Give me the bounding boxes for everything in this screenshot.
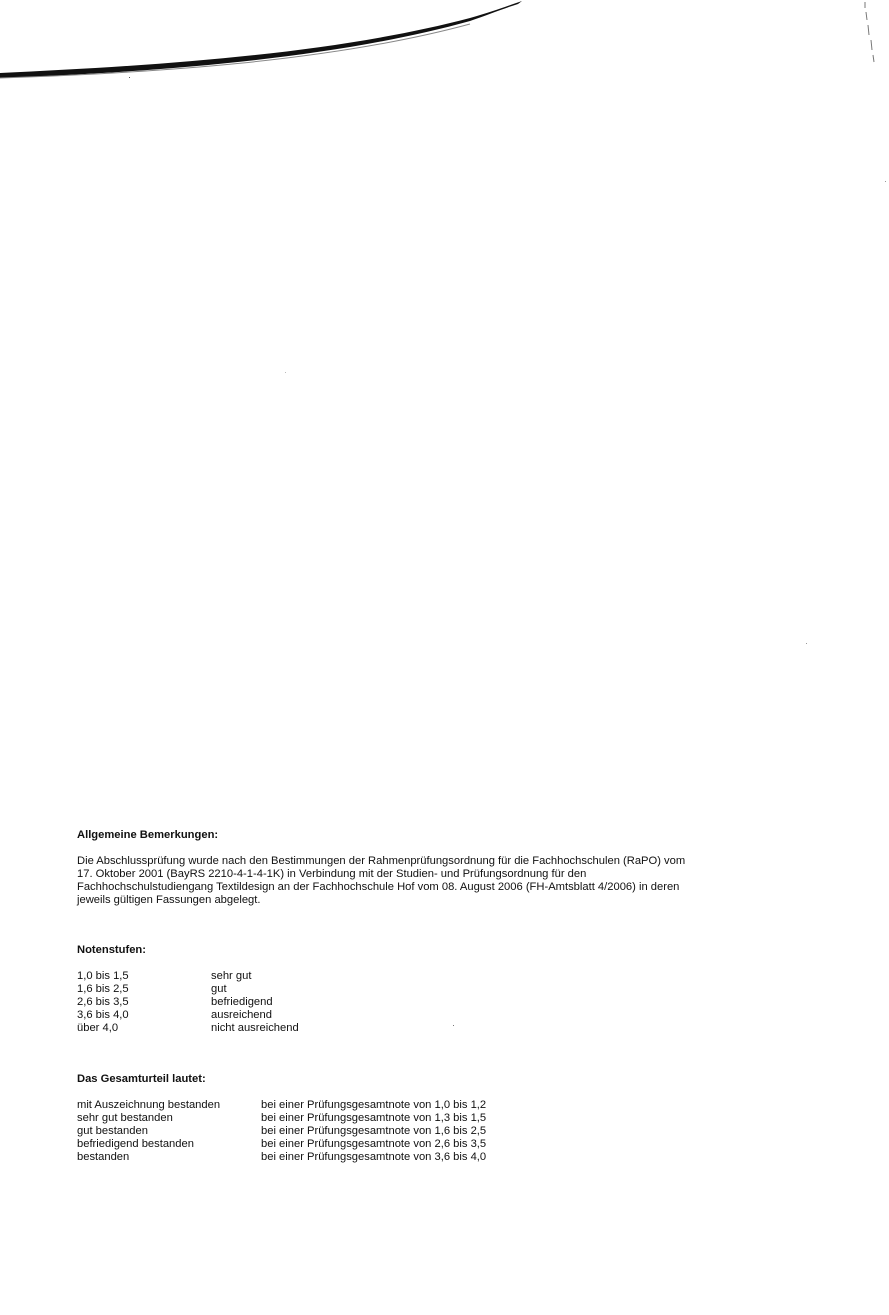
verdict-condition: bei einer Prüfungsgesamtnote von 1,0 bis 1,2 [261,1099,487,1111]
grade-label: nicht ausreichend [211,1022,299,1034]
grade-label: ausreichend [211,1009,272,1021]
grade-scale-heading: Notenstufen: [77,944,146,956]
grade-range: 1,6 bis 2,5 [77,983,129,995]
verdict-row [77,1151,765,1164]
grade-range: 2,6 bis 3,5 [77,996,129,1008]
grade-label: befriedigend [211,996,273,1008]
grade-row [77,983,765,996]
grade-row [77,1022,765,1035]
grade-label: gut [211,983,227,995]
overall-verdict-section [77,1073,765,1164]
scan-speck [285,372,286,373]
grade-label: sehr gut [211,970,252,982]
remarks-line: Die Abschlussprüfung wurde nach den Bestimmungen der Rahmenprüfungsordnung für die Fachhochschulen (RaPO) vom [77,855,686,867]
verdict-label: mit Auszeichnung bestanden [77,1099,221,1111]
verdict-row [77,1138,765,1151]
grade-row [77,970,765,983]
verdict-condition: bei einer Prüfungsgesamtnote von 1,6 bis 2,5 [261,1125,487,1137]
verdict-row [77,1125,765,1138]
verdict-row [77,1112,765,1125]
scan-artifact-stroke [0,0,540,90]
verdict-label: bestanden [77,1151,130,1163]
grade-row [77,1009,765,1022]
remarks-line: 17. Oktober 2001 (BayRS 2210-4-1-4-1K) in Verbindung mit der Studien- und Prüfungsordnung für den [77,868,587,880]
grade-scale-section [77,944,765,1035]
overall-verdict-heading: Das Gesamturteil lautet: [77,1073,206,1085]
verdict-condition: bei einer Prüfungsgesamtnote von 3,6 bis 4,0 [261,1151,487,1163]
grade-range: 3,6 bis 4,0 [77,1009,129,1021]
scan-speck [129,77,130,78]
verdict-condition: bei einer Prüfungsgesamtnote von 2,6 bis 3,5 [261,1138,487,1150]
remarks-line: jeweils gültigen Fassungen abgelegt. [77,894,261,906]
scan-edge-marks [862,0,882,70]
verdict-label: sehr gut bestanden [77,1112,173,1124]
scan-speck [885,181,886,182]
remarks-line: Fachhochschulstudiengang Textildesign an der Fachhochschule Hof vom 08. August 2006 (FH-Amtsblatt 4/2006) in deren [77,881,680,893]
grade-row [77,996,765,1009]
verdict-condition: bei einer Prüfungsgesamtnote von 1,3 bis 1,5 [261,1112,487,1124]
verdict-label: befriedigend bestanden [77,1138,194,1150]
grade-range: über 4,0 [77,1022,119,1034]
grade-range: 1,0 bis 1,5 [77,970,129,982]
general-remarks-section [77,829,765,907]
general-remarks-heading: Allgemeine Bemerkungen: [77,829,219,841]
scan-speck [806,643,807,644]
verdict-label: gut bestanden [77,1125,148,1137]
verdict-row [77,1099,765,1112]
